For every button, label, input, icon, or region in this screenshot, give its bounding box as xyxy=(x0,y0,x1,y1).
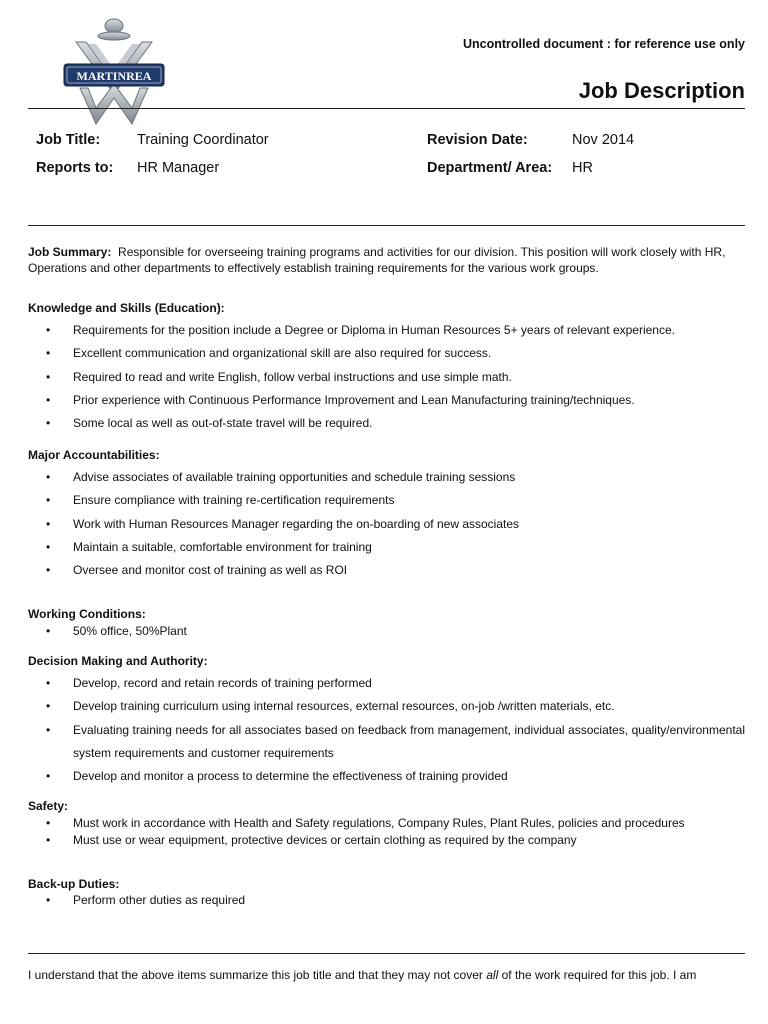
working-conditions-list xyxy=(46,623,745,640)
list-item: • Advise associates of available training opportunities and schedule training sessions xyxy=(46,466,745,489)
job-summary-text: Responsible for overseeing training programs and activities for our division. This position will work closely with HR, Operations and other departments to effectively establish training requirements for the various work groups. xyxy=(28,245,726,275)
list-item: • Oversee and monitor cost of training as well as ROI xyxy=(46,559,745,582)
list-item: • Maintain a suitable, comfortable environment for training xyxy=(46,536,745,559)
section-title-working-conditions: Working Conditions: xyxy=(28,607,146,621)
section-title-safety: Safety: xyxy=(28,799,69,813)
knowledge-list xyxy=(46,319,745,435)
list-item: • Excellent communication and organizational skill are also required for success. xyxy=(46,342,745,365)
list-item: • Develop, record and retain records of training performed xyxy=(46,672,745,695)
acknowledgement-part: of the work required for this job. I am xyxy=(498,968,697,982)
reports-to-value: HR Manager xyxy=(137,160,220,176)
logo-emblem-icon xyxy=(62,14,166,126)
backup-list xyxy=(46,892,745,909)
revision-date-value: Nov 2014 xyxy=(572,132,635,148)
list-item: • Prior experience with Continuous Performance Improvement and Lean Manufacturing training/techniques. xyxy=(46,389,745,412)
acknowledgement-text xyxy=(28,968,696,982)
acknowledgement-part: I understand that the above items summarize this job title and that they may not cover xyxy=(28,968,487,982)
department-value: HR xyxy=(572,160,593,176)
list-item: • Requirements for the position include a Degree or Diploma in Human Resources 5+ years of relevant experience. xyxy=(46,319,745,342)
logo-wordmark: MARTINREA xyxy=(76,69,152,83)
list-item: • Must work in accordance with Health and Safety regulations, Company Rules, Plant Rules, policies and procedures xyxy=(46,815,745,832)
list-item: • 50% office, 50%Plant xyxy=(46,623,745,640)
acknowledgement-emphasis: all xyxy=(486,968,499,982)
list-item: • Ensure compliance with training re-certification requirements xyxy=(46,489,745,512)
list-item: • Must use or wear equipment, protective devices or certain clothing as required by the company xyxy=(46,832,745,849)
page-title: Job Description xyxy=(578,78,745,103)
decision-list xyxy=(46,672,745,788)
job-summary-label: Job Summary: xyxy=(28,245,112,259)
reports-to-label: Reports to: xyxy=(36,160,114,176)
list-item: • Develop and monitor a process to determine the effectiveness of training provided xyxy=(46,765,745,788)
section-title-decision-making: Decision Making and Authority: xyxy=(28,654,208,668)
fields-divider xyxy=(28,225,745,226)
safety-list xyxy=(46,815,745,848)
section-title-accountabilities: Major Accountabilities: xyxy=(28,448,160,462)
list-item: • Work with Human Resources Manager regarding the on-boarding of new associates xyxy=(46,513,745,536)
list-item: • Some local as well as out-of-state travel will be required. xyxy=(46,412,745,435)
list-item: • Required to read and write English, follow verbal instructions and use simple math. xyxy=(46,366,745,389)
job-title-label: Job Title: xyxy=(36,132,101,148)
acknowledgement-divider xyxy=(28,953,745,954)
header-divider xyxy=(28,108,745,109)
section-title-knowledge: Knowledge and Skills (Education): xyxy=(28,301,225,315)
accountabilities-list xyxy=(46,466,745,582)
list-item: • Develop training curriculum using internal resources, external resources, on-job /written materials, etc. xyxy=(46,695,745,718)
revision-date-label: Revision Date: xyxy=(427,132,528,148)
list-item: • Perform other duties as required xyxy=(46,892,745,909)
document-notice: Uncontrolled document : for reference use only xyxy=(463,37,745,51)
job-title-value: Training Coordinator xyxy=(137,132,269,148)
company-logo xyxy=(62,14,166,126)
department-label: Department/ Area: xyxy=(427,160,553,176)
list-item: • Evaluating training needs for all associates based on feedback from management, individual associates, quality/environmental system requirements and customer requirements xyxy=(46,719,745,766)
job-summary xyxy=(28,245,744,276)
section-title-backup-duties: Back-up Duties: xyxy=(28,877,120,891)
